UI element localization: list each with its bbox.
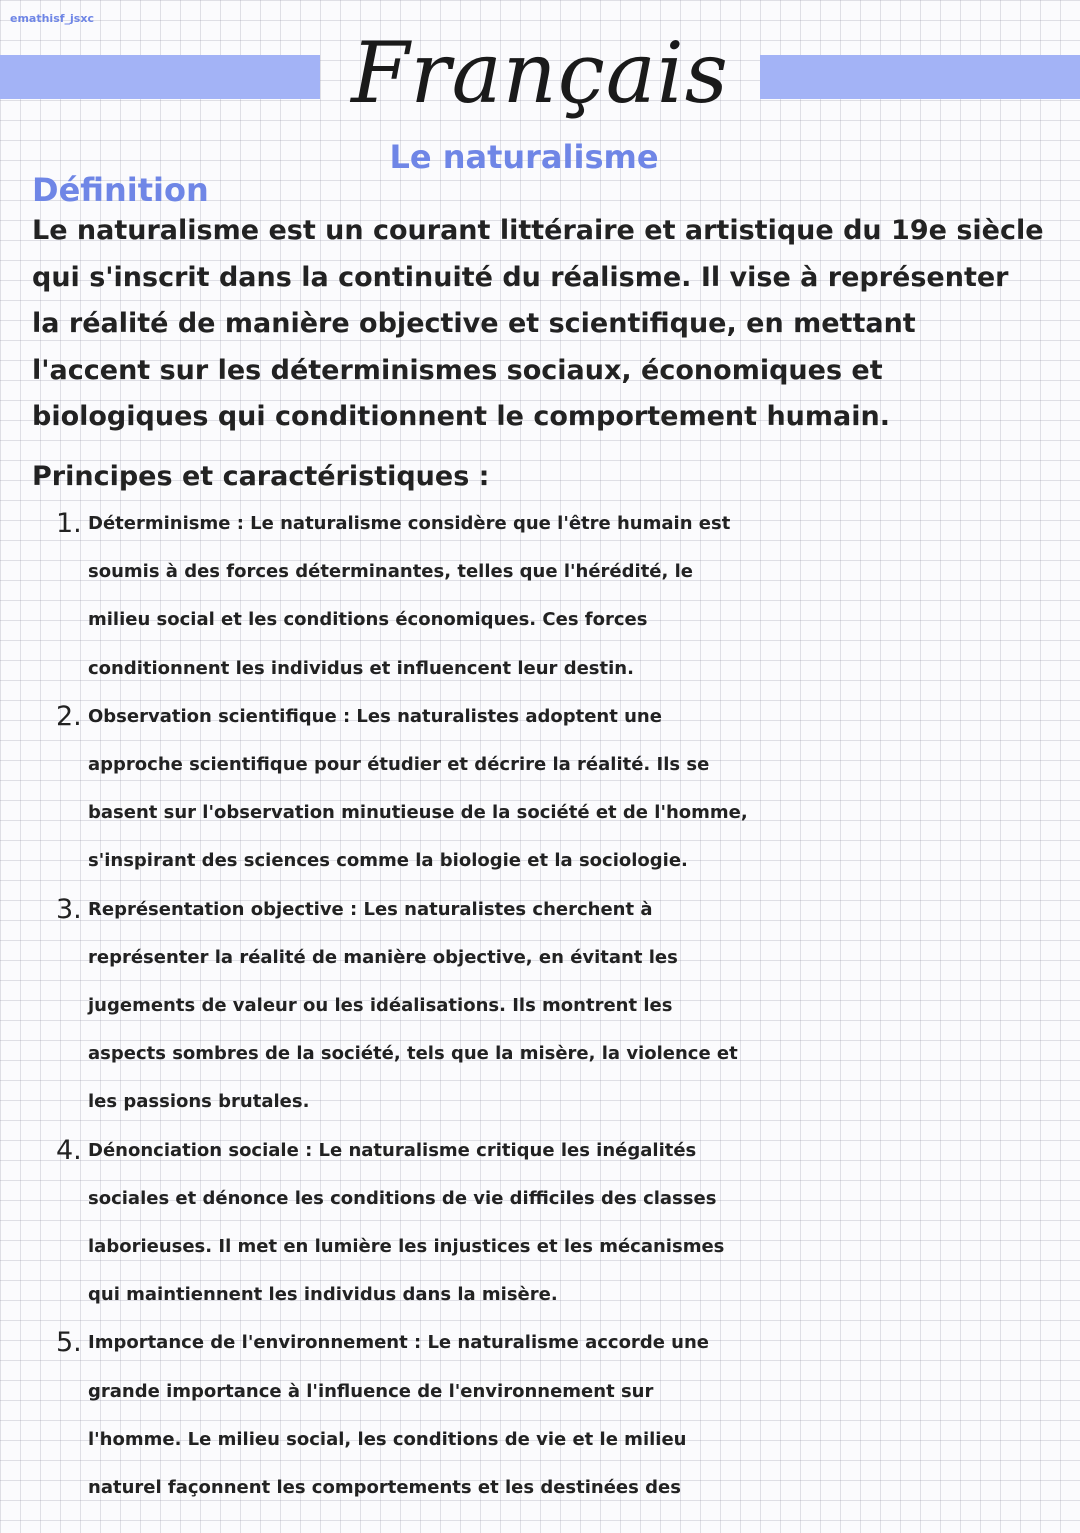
list-item bbox=[0, 693, 1080, 886]
list-item-line: aspects sombres de la société, tels que la misère, la violence et bbox=[88, 1043, 738, 1065]
list-item bbox=[0, 1127, 1080, 1320]
list-item-line: Dénonciation sociale : Le naturalisme critique les inégalités bbox=[88, 1139, 697, 1161]
list-item-line: Représentation objective : Les naturalistes cherchent à bbox=[88, 898, 653, 920]
list-item-number: 2. bbox=[56, 700, 82, 732]
list-item-line: laborieuses. Il met en lumière les injustices et les mécanismes bbox=[88, 1236, 725, 1258]
definition-line: la réalité de manière objective et scientifique, en mettant bbox=[32, 308, 916, 339]
principles-list bbox=[0, 500, 1080, 1512]
definition-heading: Définition bbox=[32, 171, 209, 209]
definition-line: biologiques qui conditionnent le comportement humain. bbox=[32, 401, 890, 432]
definition-line: l'accent sur les déterminismes sociaux, économiques et bbox=[32, 354, 883, 386]
list-item-number: 5. bbox=[56, 1327, 82, 1359]
list-item-line: sociales et dénonce les conditions de vie difficiles des classes bbox=[88, 1187, 717, 1209]
definition-line: Le naturalisme est un courant littéraire et artistique du 19e siècle bbox=[32, 215, 1044, 246]
list-item-line: Importance de l'environnement : Le naturalisme accorde une bbox=[88, 1332, 710, 1354]
principles-heading: Principes et caractéristiques : bbox=[32, 461, 490, 492]
list-item-line: s'inspirant des sciences comme la biologie et la sociologie. bbox=[88, 850, 688, 872]
list-item-line: l'homme. Le milieu social, les conditions de vie et le milieu bbox=[88, 1428, 687, 1450]
list-item bbox=[0, 886, 1080, 1127]
list-item bbox=[0, 1319, 1080, 1512]
page-title: Français bbox=[351, 24, 729, 122]
list-item-line: Déterminisme : Le naturalisme considère que l'être humain est bbox=[88, 513, 731, 534]
list-item-line: milieu social et les conditions économiques. Ces forces bbox=[88, 609, 648, 631]
title-band-left bbox=[0, 55, 320, 99]
list-item-line: jugements de valeur ou les idéalisations. Ils montrent les bbox=[88, 995, 673, 1017]
list-item-line: approche scientifique pour étudier et décrire la réalité. Ils se bbox=[88, 754, 710, 776]
list-item-line: soumis à des forces déterminantes, telles que l'hérédité, le bbox=[88, 561, 693, 583]
watermark-handle: emathisf_jsxc bbox=[10, 12, 94, 25]
list-item-line: naturel façonnent les comportements et les destinées des bbox=[88, 1477, 681, 1499]
list-item-line: qui maintiennent les individus dans la misère. bbox=[88, 1284, 558, 1306]
title-band-right bbox=[760, 55, 1080, 99]
list-item-line: les passions brutales. bbox=[88, 1091, 310, 1113]
page-subtitle: Le naturalisme bbox=[389, 138, 659, 176]
definition-line: qui s'inscrit dans la continuité du réalisme. Il vise à représenter bbox=[32, 261, 1009, 293]
list-item-line: représenter la réalité de manière objective, en évitant les bbox=[88, 946, 678, 968]
list-item-line: Observation scientifique : Les naturalistes adoptent une bbox=[88, 705, 662, 727]
list-item-line: conditionnent les individus et influencent leur destin. bbox=[88, 657, 634, 679]
definition-paragraph bbox=[32, 208, 1042, 441]
list-item-number: 4. bbox=[56, 1134, 82, 1166]
list-item-number: 1. bbox=[56, 508, 82, 539]
list-item-number: 3. bbox=[56, 893, 82, 925]
list-item-line: grande importance à l'influence de l'environnement sur bbox=[88, 1380, 654, 1402]
list-item-line: basent sur l'observation minutieuse de la société et de l'homme, bbox=[88, 802, 748, 824]
list-item bbox=[0, 500, 1080, 693]
